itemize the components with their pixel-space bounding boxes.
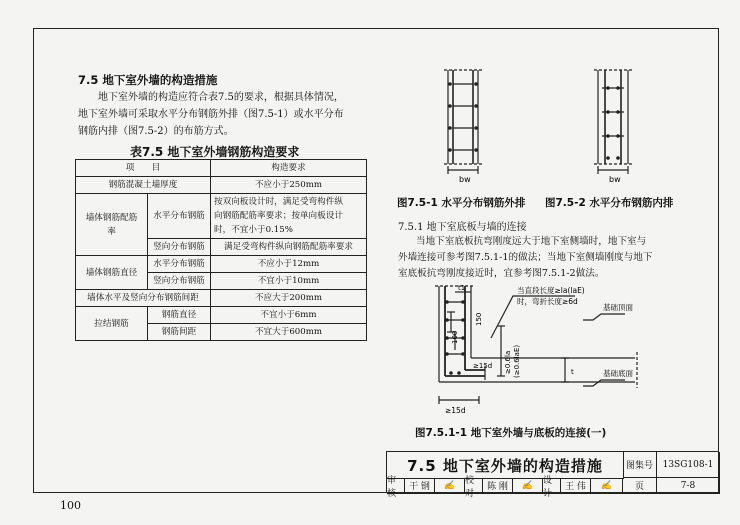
clause-line-2: 外墙连接可参考图7.5.1-1的做法；当地下室侧墙刚度与地下 — [398, 252, 653, 263]
row-vertical-value: 满足受弯构件纵向钢筋配筋率要求 — [211, 239, 367, 256]
review-label: 审核 — [387, 478, 405, 494]
fig3-dim-bottom: ≥15d — [445, 406, 466, 415]
designer-name: 王 伟 — [561, 478, 591, 494]
sheet-page: 7-8 — [657, 478, 720, 494]
ratio-group-label: 墙体钢筋配筋率 — [76, 194, 148, 256]
fig2-width-label: bw — [609, 175, 621, 184]
checker-signature: ✍ — [513, 478, 543, 494]
title-block-title: 7.5 地下室外墙的构造措施 — [387, 452, 624, 479]
design-label: 设计 — [543, 478, 561, 494]
page-label: 页 — [623, 478, 657, 494]
designer-signature: ✍ — [591, 478, 623, 494]
row-hdia-sub: 水平分布钢筋 — [148, 256, 211, 273]
row-thickness-value: 不应小于250mm — [211, 177, 367, 194]
row-horizontal-sub: 水平分布钢筋 — [148, 194, 211, 239]
atlas-number: 13SG108-1 — [657, 452, 720, 478]
fig3-dim-150: 150 — [475, 312, 483, 326]
fig1-caption: 图7.5-1 水平分布钢筋外排 — [397, 197, 526, 209]
clause-line-3: 室底板抗弯刚度接近时，宜参考图7.5.1-2做法。 — [398, 268, 605, 279]
table-row — [76, 290, 367, 307]
fig3-dim-t: t — [571, 368, 574, 376]
fig3-caption: 图7.5.1-1 地下室外墙与底板的连接(一) — [415, 427, 607, 439]
fig3-dim-lap: ≥0.6la — [504, 350, 512, 374]
title-block — [386, 451, 719, 499]
row-tiespace-sub: 钢筋间距 — [148, 324, 211, 341]
horizontal-line-3: 时，不宜小于0.15% — [214, 225, 293, 235]
row-tiespace-value: 不宜大于600mm — [211, 324, 367, 341]
fig3-note-line-1: 当直段长度≥la(laE) — [517, 286, 585, 295]
page-number: 100 — [60, 499, 81, 512]
fig3-dim-lap-e: (≥0.6laE) — [513, 344, 521, 378]
row-spacing-value: 不应大于200mm — [211, 290, 367, 307]
rebar-requirements-table — [75, 159, 367, 341]
clause-line-1: 当地下室底板抗弯刚度远大于地下室侧墙时，地下室与 — [416, 236, 647, 247]
wall-slab-connection-drawing — [425, 282, 675, 420]
row-vdia-sub: 竖向分布钢筋 — [148, 273, 211, 290]
fig3-dim-15d: ≥15d — [473, 362, 493, 370]
atlas-label: 图集号 — [623, 452, 657, 478]
intro-line-3: 钢筋内排（图7.5-2）的布筋方式。 — [78, 126, 234, 137]
clause-title: 7.5.1 地下室底板与墙的连接 — [398, 222, 527, 233]
row-vertical-sub: 竖向分布钢筋 — [148, 239, 211, 256]
intro-paragraph — [78, 89, 378, 140]
row-spacing-item: 墙体水平及竖向分布钢筋间距 — [76, 290, 211, 307]
fig3-dim-t1: t1 — [458, 284, 466, 292]
fig2-caption: 图7.5-2 水平分布钢筋内排 — [545, 197, 674, 209]
fig3-label-bottom: 基础底面 — [603, 369, 633, 378]
checker-name: 陈 刚 — [483, 478, 513, 494]
fig3-label-top: 基础顶面 — [603, 303, 633, 312]
header-requirement: 构造要求 — [211, 160, 367, 177]
row-horizontal-value — [211, 194, 367, 239]
row-hdia-value: 不应小于12mm — [211, 256, 367, 273]
fig1-width-label: bw — [459, 175, 471, 184]
row-tiedia-sub: 钢筋直径 — [148, 307, 211, 324]
table-row — [76, 194, 367, 239]
table-row — [76, 256, 367, 273]
table-title: 表7.5 地下室外墙钢筋构造要求 — [130, 145, 300, 159]
table-row — [76, 307, 367, 324]
horizontal-line-1: 按双向板设计时，满足受弯构件纵 — [214, 197, 343, 207]
horizontal-line-2: 向钢筋配筋率要求；按单向板设计 — [214, 211, 343, 221]
fig3-dim-100: 100 — [451, 330, 459, 344]
check-label: 校对 — [465, 478, 483, 494]
section-heading: 7.5 地下室外墙的构造措施 — [78, 73, 218, 87]
fig3-note-line-2: 时，弯折长度≥6d — [517, 297, 578, 306]
table-header-row — [76, 160, 367, 177]
tie-group-label: 拉结钢筋 — [76, 307, 148, 341]
row-tiedia-value: 不宜小于6mm — [211, 307, 367, 324]
row-vdia-value: 不宜小于10mm — [211, 273, 367, 290]
reviewer-name: 干 钢 — [405, 478, 435, 494]
header-item: 项 目 — [76, 160, 211, 177]
table-row — [76, 177, 367, 194]
intro-line-2: 地下室外墙可采取水平分布钢筋外排（图7.5-1）或水平分布 — [78, 109, 344, 120]
clause-paragraph — [398, 234, 703, 282]
intro-line-1: 地下室外墙的构造应符合表7.5的要求，根据具体情况， — [98, 92, 344, 103]
reviewer-signature: ✍ — [435, 478, 465, 494]
wall-sections-drawing — [430, 68, 680, 193]
row-thickness-item: 钢筋混凝土墙厚度 — [76, 177, 211, 194]
diameter-group-label: 墙体钢筋直径 — [76, 256, 148, 290]
